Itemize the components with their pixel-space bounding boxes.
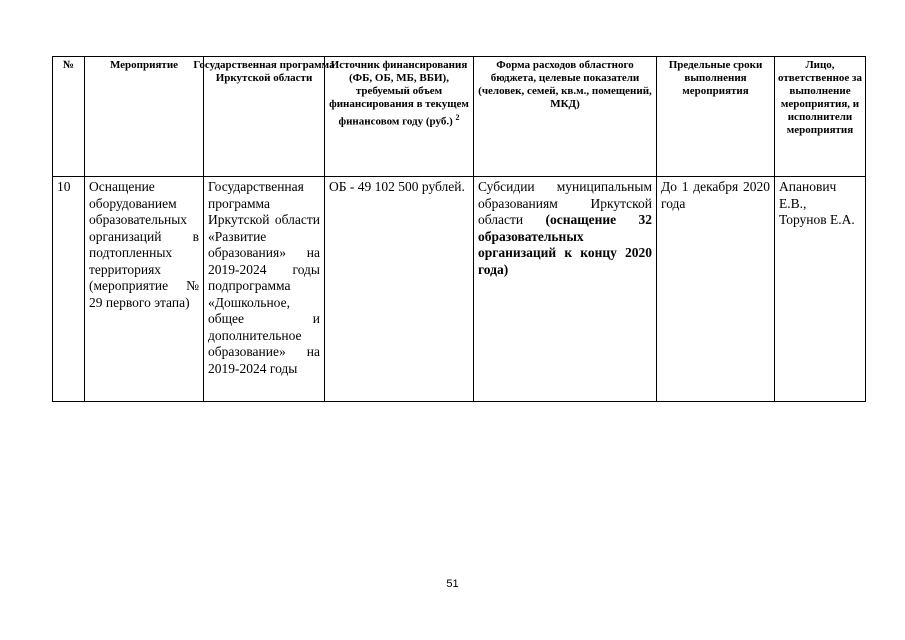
page-number: 51 [446, 578, 459, 590]
measures-table [52, 56, 866, 402]
responsible-person-2: Торунов Е.А. [779, 212, 855, 227]
header-expense-form: Форма расходов областного бюджета, целевые показатели (человек, семей, кв.м., помещений, МКД) [474, 57, 657, 177]
row-number: 10 [53, 177, 85, 402]
header-measure: Мероприятие [85, 57, 204, 177]
header-number: № [53, 57, 85, 177]
header-deadline: Предельные сроки выполнения мероприятия [657, 57, 775, 177]
header-program-text: Государственная программа Иркутской области [193, 59, 335, 84]
header-funding-source-text: Источник финансирования (ФБ, ОБ, МБ, ВБИ), требуемый объем финансирования в текущем финансовом году (руб.) [329, 59, 469, 128]
row-deadline: До 1 декабря 2020 года [657, 177, 775, 402]
row-expense-form-text: Субсидии муниципальным образованиям Иркутской области [478, 179, 652, 227]
responsible-person-1: Апанович Е.В., [779, 179, 837, 211]
row-expense-form [474, 177, 657, 402]
header-program [193, 57, 335, 177]
row-measure: Оснащение оборудованием образовательных организаций в подтопленных территориях (мероприятие № 29 первого этапа) [85, 177, 204, 402]
row-program: Государственная программа Иркутской области «Развитие образования» на 2019-2024 годы подпрограмма «Дошкольное, общее и дополнительное образование» на 2019-2024 годы [204, 177, 325, 402]
row-responsible [775, 177, 866, 402]
table-header-row [53, 57, 866, 177]
header-funding-source [325, 57, 474, 177]
table-row [53, 177, 866, 402]
header-responsible: Лицо, ответственное за выполнение мероприятия, и исполнители мероприятия [775, 57, 866, 177]
footnote-marker: 2 [455, 113, 460, 122]
row-funding-source: ОБ - 49 102 500 рублей. [325, 177, 474, 402]
row-target-indicator: (оснащение 32 образовательных организаций к концу 2020 года) [478, 212, 652, 277]
